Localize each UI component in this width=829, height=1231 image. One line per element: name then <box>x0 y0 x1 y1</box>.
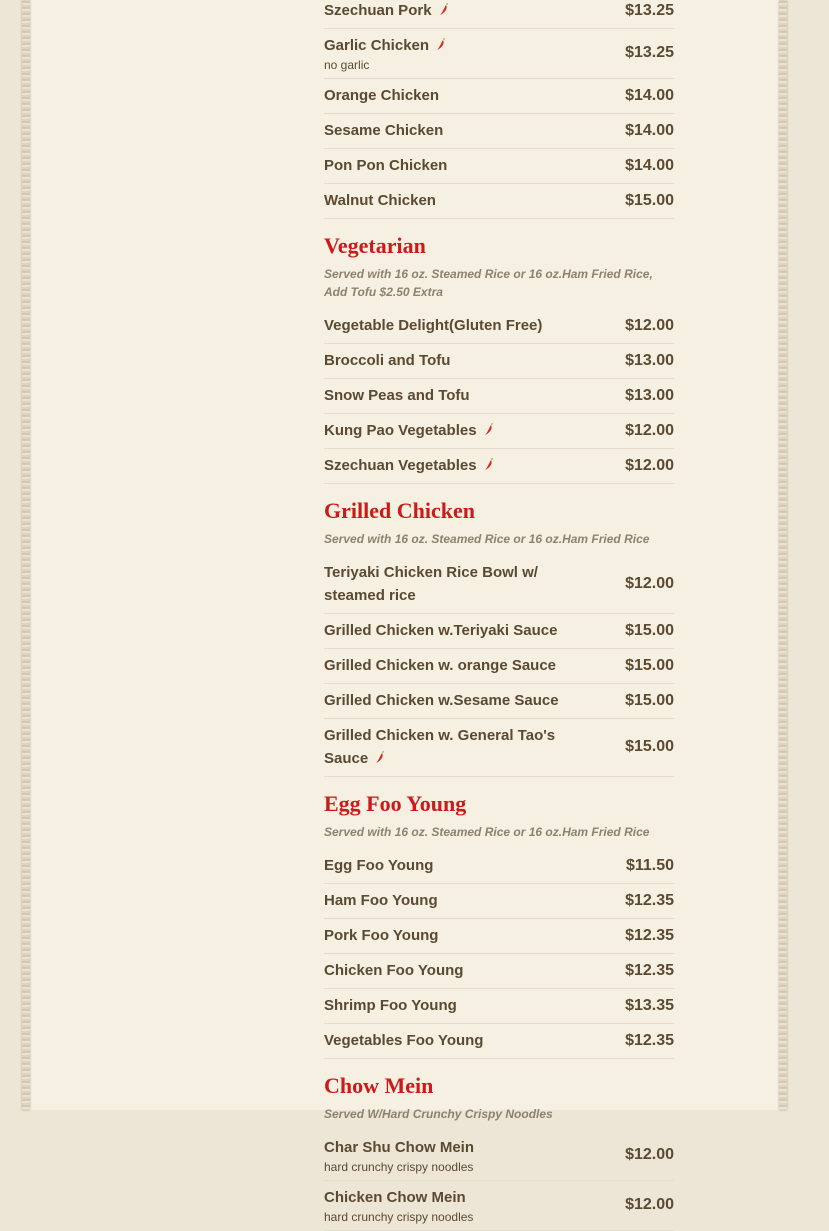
menu-item-price: $13.35 <box>625 996 674 1014</box>
menu-item-info <box>324 349 450 372</box>
menu-item-name <box>324 154 447 177</box>
menu-item-price: $12.00 <box>625 1196 674 1213</box>
menu-item-name <box>324 454 495 477</box>
category-vegetarian <box>324 233 674 484</box>
menu-item-info <box>324 154 447 177</box>
menu-item-price: $15.00 <box>625 691 674 709</box>
menu-item-price: $11.50 <box>625 856 674 874</box>
menu-item-info <box>324 314 542 337</box>
category-title: Egg Foo Young <box>324 791 467 816</box>
menu-item-price: $15.00 <box>625 738 674 755</box>
menu-item-name-text: Teriyaki Chicken Rice Bowl w/ steamed rice <box>324 564 538 604</box>
menu-item-info <box>324 724 584 770</box>
category-chow-mein <box>324 1073 674 1231</box>
menu-item-note: hard crunchy crispy noodles <box>324 1210 474 1224</box>
menu-item-note: no garlic <box>324 58 370 72</box>
category-description: Served W/Hard Crunchy Crispy Noodles <box>324 1107 553 1121</box>
menu-item-name-text: Vegetables Foo Young <box>324 1032 484 1049</box>
category-description: Served with 16 oz. Steamed Rice or 16 oz.Ham Fried Rice <box>324 825 650 839</box>
category-title: Chow Mein <box>324 1073 434 1098</box>
menu-item <box>324 79 674 114</box>
menu-item-name-text: Garlic Chicken <box>324 37 430 54</box>
category-grilled-chicken <box>324 498 674 777</box>
menu-item-info <box>324 959 463 982</box>
chili-pepper-icon <box>438 2 450 16</box>
menu-item-name-text: Walnut Chicken <box>324 192 436 209</box>
menu-item <box>324 919 674 954</box>
menu-item-price: $15.00 <box>625 621 674 639</box>
menu-item-info <box>324 84 439 107</box>
menu-item-info <box>324 1186 473 1224</box>
menu-item-price: $12.35 <box>625 961 674 979</box>
menu-item-name <box>324 924 438 947</box>
menu-item-price: $14.00 <box>625 156 674 174</box>
menu-item-name <box>324 1136 474 1159</box>
menu-item-name <box>324 689 559 712</box>
menu-item-name <box>324 724 584 770</box>
menu-item-name <box>324 349 450 372</box>
menu-item-name <box>324 34 447 57</box>
menu-item-price: $15.00 <box>625 191 674 209</box>
menu-item-name-text: Snow Peas and Tofu <box>324 387 470 404</box>
menu-item <box>324 684 674 719</box>
menu-item-name <box>324 959 463 982</box>
decorative-border-left <box>22 0 30 1110</box>
menu-item-price: $13.25 <box>625 44 674 61</box>
category-title: Vegetarian <box>324 233 426 258</box>
menu-list-grilled-chicken <box>324 556 674 777</box>
menu-list-top <box>324 0 674 219</box>
menu-item <box>324 719 674 777</box>
menu-item-name-text: Shrimp Foo Young <box>324 997 457 1014</box>
menu-item-name-text: Char Shu Chow Mein <box>324 1139 474 1156</box>
chili-pepper-icon <box>483 422 495 436</box>
menu-item-name <box>324 994 457 1017</box>
menu-item-name <box>324 314 542 337</box>
menu-item-name-text: Grilled Chicken w.Teriyaki Sauce <box>324 622 558 639</box>
menu-item-name-text: Chicken Chow Mein <box>324 1189 466 1206</box>
menu-item <box>324 1181 674 1231</box>
menu-item-name <box>324 561 584 607</box>
menu-item-name <box>324 1029 483 1052</box>
menu-item-name-text: Orange Chicken <box>324 87 440 104</box>
menu-item-note: hard crunchy crispy noodles <box>324 1160 474 1174</box>
menu-item-info <box>324 561 584 607</box>
chili-pepper-icon <box>374 750 386 764</box>
menu-item-name <box>324 1186 473 1209</box>
menu-item-name <box>324 654 556 677</box>
menu-item-info <box>324 119 443 142</box>
menu-item-info <box>324 689 559 712</box>
menu-item-price: $15.00 <box>625 656 674 674</box>
menu-item <box>324 954 674 989</box>
menu-item <box>324 414 674 449</box>
menu-item-info <box>324 0 450 22</box>
menu-list-vegetarian <box>324 309 674 484</box>
menu-item-name <box>324 0 450 22</box>
menu-item <box>324 29 674 79</box>
category-description: Served with 16 oz. Steamed Rice or 16 oz.Ham Fried Rice <box>324 532 650 546</box>
menu-item-info <box>324 619 557 642</box>
menu-item-price: $12.00 <box>625 575 674 592</box>
menu-item-info <box>324 1029 483 1052</box>
menu-item-info <box>324 189 436 212</box>
menu-item-info <box>324 454 495 477</box>
menu-item-name <box>324 84 439 107</box>
menu-item-price: $12.00 <box>625 1146 674 1163</box>
menu-item-name <box>324 384 470 407</box>
menu-item-info <box>324 654 556 677</box>
menu-item-name-text: Vegetable Delight(Gluten Free) <box>324 317 543 334</box>
menu-item-info <box>324 889 438 912</box>
menu-item <box>324 379 674 414</box>
menu-item-info <box>324 994 457 1017</box>
menu-item <box>324 649 674 684</box>
menu-item-name-text: Pork Foo Young <box>324 927 439 944</box>
chili-pepper-icon <box>483 457 495 471</box>
decorative-border-right <box>779 0 787 1110</box>
menu-item-price: $12.35 <box>625 1031 674 1049</box>
category-title: Grilled Chicken <box>324 498 475 523</box>
chili-pepper-icon <box>435 37 447 51</box>
menu-item <box>324 0 674 29</box>
menu-item <box>324 556 674 614</box>
menu-item <box>324 1024 674 1059</box>
menu-item-name-text: Ham Foo Young <box>324 892 438 909</box>
menu-item <box>324 849 674 884</box>
menu-item-name-text: Pon Pon Chicken <box>324 157 448 174</box>
menu-item-name-text: Sesame Chicken <box>324 122 444 139</box>
menu-item-info <box>324 419 495 442</box>
menu-list-egg-foo-young <box>324 849 674 1059</box>
menu-item <box>324 449 674 484</box>
menu-item <box>324 309 674 344</box>
menu-item-price: $13.00 <box>625 386 674 404</box>
menu-item-info <box>324 854 433 877</box>
menu-item-name-text: Grilled Chicken w.Sesame Sauce <box>324 692 559 709</box>
menu-item-name-text: Grilled Chicken w. orange Sauce <box>324 657 557 674</box>
menu-item-price: $13.00 <box>625 351 674 369</box>
menu-item-name-text: Kung Pao Vegetables <box>324 422 477 439</box>
category-description: Served with 16 oz. Steamed Rice or 16 oz.Ham Fried Rice, Add Tofu $2.50 Extra <box>324 267 653 299</box>
menu-item-info <box>324 384 470 407</box>
menu-list-chow-mein <box>324 1131 674 1231</box>
menu-item-name <box>324 419 495 442</box>
menu-item-price: $13.25 <box>625 1 674 19</box>
menu-item-name-text: Grilled Chicken w. General Tao's Sauce <box>324 727 556 767</box>
menu-item <box>324 184 674 219</box>
menu-item-price: $14.00 <box>625 121 674 139</box>
menu-item-price: $12.00 <box>625 421 674 439</box>
menu-item <box>324 344 674 379</box>
menu-item-info <box>324 34 447 72</box>
menu-item <box>324 149 674 184</box>
menu-item <box>324 1131 674 1181</box>
menu-item-name <box>324 889 438 912</box>
menu-item-price: $12.35 <box>625 891 674 909</box>
menu-content <box>324 0 674 1231</box>
menu-item-price: $12.00 <box>625 456 674 474</box>
menu-item-info <box>324 1136 474 1174</box>
menu-item-name <box>324 119 443 142</box>
menu-item-price: $12.00 <box>625 316 674 334</box>
menu-item <box>324 614 674 649</box>
menu-item-name <box>324 619 557 642</box>
menu-item-name <box>324 854 433 877</box>
menu-item-price: $14.00 <box>625 86 674 104</box>
menu-item <box>324 114 674 149</box>
category-egg-foo-young <box>324 791 674 1059</box>
menu-item-price: $12.35 <box>625 926 674 944</box>
menu-item-name-text: Egg Foo Young <box>324 857 434 874</box>
menu-item-info <box>324 924 438 947</box>
menu-item <box>324 884 674 919</box>
menu-item-name-text: Chicken Foo Young <box>324 962 464 979</box>
menu-item-name-text: Szechuan Vegetables <box>324 457 477 474</box>
menu-item-name-text: Szechuan Pork <box>324 2 432 19</box>
menu-item-name <box>324 189 436 212</box>
menu-item-name-text: Broccoli and Tofu <box>324 352 451 369</box>
menu-item <box>324 989 674 1024</box>
